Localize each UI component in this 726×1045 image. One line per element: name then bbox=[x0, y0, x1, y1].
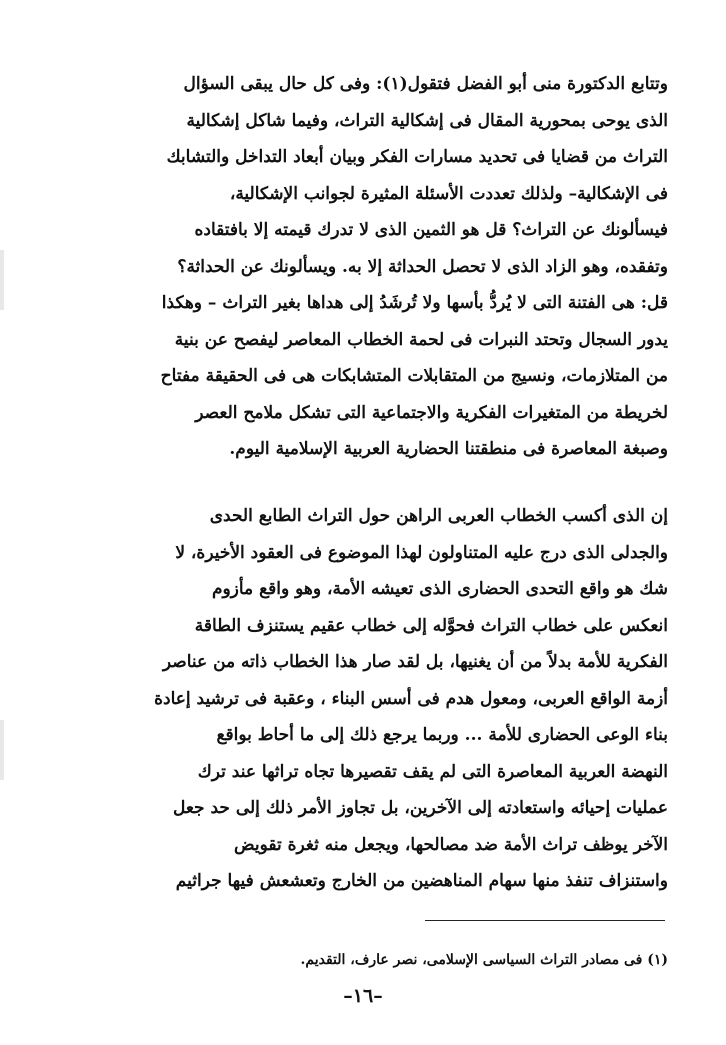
text-line: الفكرية للأمة بدلاً من أن يغنيها، بل لقد صار هذا الخطاب ذاته من عناصر bbox=[162, 652, 668, 672]
scan-edge-shadow bbox=[0, 720, 4, 780]
paragraph-2 bbox=[70, 498, 668, 900]
text-line: إن الذى أكسب الخطاب العربى الراهن حول التراث الطابع الحدى bbox=[209, 506, 668, 526]
text-line: التراث من قضايا فى تحديد مسارات الفكر وبيان أبعاد التداخل والتشابك bbox=[166, 147, 668, 167]
text-line: انعكس على خطاب التراث فحوَّله إلى خطاب عقيم يستنزف الطاقة bbox=[194, 615, 668, 636]
text-line: أزمة الواقع العربى، ومعول هدم فى أسس البناء ، وعقبة فى ترشيد إعادة bbox=[154, 688, 668, 709]
text-line: قل: هى الفتنة التى لا يُردُّ بأسها ولا تُرشَدُ إلى هداها بغير التراث – وهكذا bbox=[161, 293, 668, 313]
scan-edge-shadow bbox=[0, 250, 4, 310]
text-line: عمليات إحيائه واستعادته إلى الآخرين، بل تجاوز الأمر ذلك إلى حد جعل bbox=[172, 798, 668, 818]
text-line: وتفقده، وهو الزاد الذى لا تحصل الحداثة إلا به. ويسألونك عن الحداثة؟ bbox=[177, 256, 668, 277]
text-line: واستنزاف تنفذ منها سهام المناهضين من الخارج وتعشعش فيها جراثيم bbox=[175, 871, 668, 891]
text-line: شك هو واقع التحدى الحضارى الذى تعيشه الأمة، وهو واقع مأزوم bbox=[211, 579, 668, 599]
footnote: (١) فى مصادر التراث السياسى الإسلامى، نصر عارف، التقديم. bbox=[300, 952, 668, 968]
text-line: الذى يوحى بمحورية المقال فى إشكالية التراث، وفيما شاكل إشكالية bbox=[186, 110, 668, 131]
text-line: الآخر يوظف تراث الأمة ضد مصالحها، ويجعل منه ثغرة تقويض bbox=[234, 834, 668, 855]
text-line: النهضة العربية المعاصرة التى لم يقف تقصيرها تجاه تراثها عند ترك bbox=[197, 761, 668, 782]
text-line: يدور السجال وتحتد النبرات فى لحمة الخطاب المعاصر ليفصح عن بنية bbox=[174, 329, 668, 350]
paragraph-1 bbox=[70, 66, 668, 468]
text-line: والجدلى الذى درج عليه المتناولون لهذا الموضوع فى العقود الأخيرة، لا bbox=[175, 542, 668, 563]
text-line: وتتابع الدكتورة منى أبو الفضل فتقول(١): وفى كل حال يبقى السؤال bbox=[183, 74, 668, 94]
text-line: وصبغة المعاصرة فى منطقتنا الحضارية العربية الإسلامية اليوم. bbox=[229, 439, 668, 459]
text-line: لخريطة من المتغيرات الفكرية والاجتماعية التى تشكل ملامح العصر bbox=[195, 402, 668, 423]
page-number: –١٦– bbox=[343, 985, 383, 1007]
text-line: فيسألونك عن التراث؟ قل هو الثمين الذى لا تدرك قيمته إلا بافتقاده bbox=[194, 220, 668, 240]
text-line: فى الإشكالية– ولذلك تعددت الأسئلة المثيرة لجوانب الإشكالية، bbox=[229, 183, 668, 204]
text-line: من المتلازمات، ونسيج من المتقابلات المتشابكات هى فى الحقيقة مفتاح bbox=[160, 366, 668, 386]
text-line: بناء الوعى الحضارى للأمة ... وربما يرجع ذلك إلى ما أحاط بواقع bbox=[216, 725, 668, 745]
footnote-divider bbox=[425, 920, 665, 921]
